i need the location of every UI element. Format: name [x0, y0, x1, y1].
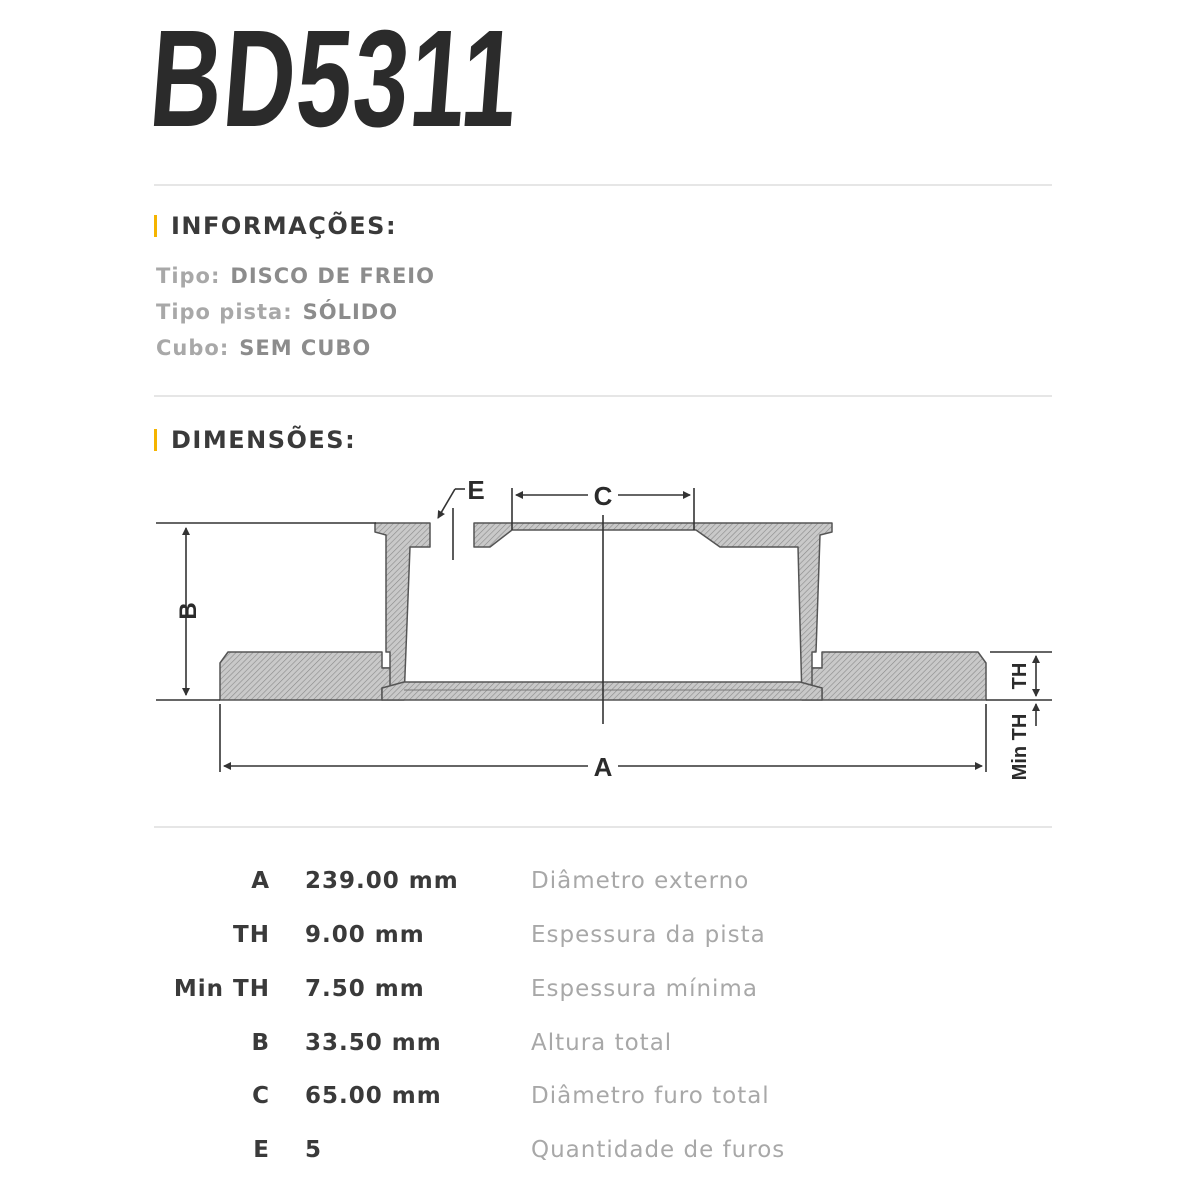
- dimension-description: Diâmetro furo total: [531, 1083, 770, 1109]
- info-row-cubo: [156, 336, 371, 360]
- dimensions-heading: [154, 426, 356, 454]
- info-value: DISCO DE FREIO: [230, 264, 435, 288]
- divider-top: [154, 184, 1052, 186]
- dimensions-heading-text: DIMENSÕES:: [171, 426, 357, 454]
- info-label: Tipo:: [156, 264, 221, 288]
- dimension-description: Espessura mínima: [531, 976, 758, 1002]
- dimension-row: [0, 868, 1200, 908]
- dimension-code: E: [253, 1137, 270, 1163]
- accent-bar: [154, 215, 157, 237]
- dimension-row: [0, 1137, 1200, 1177]
- dimension-value: 7.50 mm: [305, 976, 425, 1002]
- divider-bottom: [154, 826, 1052, 828]
- dimension-code: B: [251, 1030, 270, 1056]
- hub-bottom-ring: [382, 682, 822, 700]
- diagram-label-b: B: [175, 602, 202, 620]
- braking-band-left: [220, 652, 390, 700]
- dimension-row: [0, 1030, 1200, 1070]
- accent-bar: [154, 429, 157, 451]
- diagram-label-th: TH: [1009, 662, 1031, 690]
- diagram-label-a: A: [593, 752, 613, 782]
- info-row-tipo-pista: [156, 300, 398, 324]
- braking-band-right: [812, 652, 986, 700]
- diagram-label-min-th: Min TH: [1009, 713, 1031, 781]
- dimension-description: Diâmetro externo: [531, 868, 750, 894]
- dimension-row: [0, 1083, 1200, 1123]
- dimension-description: Altura total: [531, 1030, 673, 1056]
- dimension-description: Quantidade de furos: [531, 1137, 786, 1163]
- dimension-value: 239.00 mm: [305, 868, 459, 894]
- info-value: SÓLIDO: [302, 300, 399, 324]
- info-label: Tipo pista:: [156, 300, 293, 324]
- brake-disc-diagram: [0, 460, 1200, 810]
- divider-middle: [154, 395, 1052, 397]
- info-value: SEM CUBO: [239, 336, 372, 360]
- info-label: Cubo:: [156, 336, 230, 360]
- diagram-label-e: E: [467, 475, 485, 505]
- product-code-title: BD5311: [144, 2, 525, 156]
- dimension-code: C: [252, 1083, 270, 1109]
- dimension-value: 9.00 mm: [305, 922, 425, 948]
- dimension-value: 5: [305, 1137, 323, 1163]
- dimension-row: [0, 976, 1200, 1016]
- hat-right: [474, 523, 832, 700]
- dimension-description: Espessura da pista: [531, 922, 766, 948]
- dimension-code: Min TH: [173, 976, 270, 1002]
- info-heading-text: INFORMAÇÕES:: [171, 212, 398, 240]
- info-row-tipo: [156, 264, 435, 288]
- dimension-row: [0, 922, 1200, 962]
- dimension-code: TH: [233, 922, 270, 948]
- dimension-value: 65.00 mm: [305, 1083, 442, 1109]
- diagram-label-c: C: [593, 481, 613, 511]
- dimension-value: 33.50 mm: [305, 1030, 442, 1056]
- dimension-code: A: [251, 868, 270, 894]
- info-heading: [154, 212, 397, 240]
